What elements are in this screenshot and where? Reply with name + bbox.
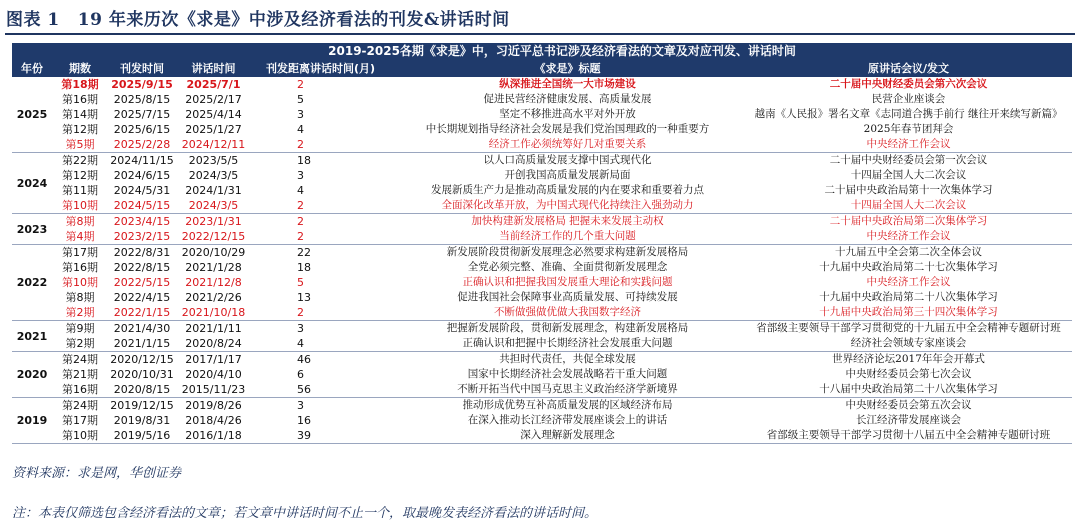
article-title-cell: 当前经济工作的几个重大问题 bbox=[390, 229, 745, 245]
col-header-pub: 刊发时间 bbox=[108, 60, 176, 77]
speech-date-cell: 2021/10/18 bbox=[176, 305, 251, 321]
gap-months-cell: 18 bbox=[297, 154, 311, 167]
table-body bbox=[12, 77, 1072, 444]
table-row bbox=[12, 137, 1072, 153]
speech-date-cell: 2021/1/11 bbox=[185, 322, 242, 335]
issue-cell: 第21期 bbox=[62, 368, 98, 381]
article-title-cell: 坚定不移推进高水平对外开放 bbox=[499, 108, 636, 120]
col-header-gap: 刊发距离讲话时间(月) bbox=[251, 60, 390, 77]
article-title-cell: 全面深化改革开放，为中国式现代化持续注入强劲动力 bbox=[390, 198, 745, 214]
issue-cell: 第4期 bbox=[52, 229, 108, 245]
table-row bbox=[12, 229, 1072, 245]
issue-cell: 第12期 bbox=[62, 169, 98, 182]
pub-date-cell: 2024/11/15 bbox=[110, 154, 174, 167]
article-title-cell: 促进民营经济健康发展、高质量发展 bbox=[483, 93, 652, 105]
col-header-title: 《求是》标题 bbox=[390, 60, 745, 77]
article-title-cell: 以人口高质量发展支撑中国式现代化 bbox=[483, 154, 652, 166]
table-row bbox=[12, 198, 1072, 214]
article-title-cell: 推动形成优势互补高质量发展的区域经济布局 bbox=[462, 399, 673, 411]
speech-date-cell: 2020/8/24 bbox=[176, 336, 251, 352]
article-title-cell: 不断开拓当代中国马克思主义政治经济学新境界 bbox=[390, 382, 745, 398]
pub-date-cell: 2025/8/15 bbox=[113, 93, 171, 106]
figure-title-text: 19 年来历次《求是》中涉及经济看法的刊发&讲话时间 bbox=[77, 9, 510, 30]
meeting-cell: 2025年春节团拜会 bbox=[863, 123, 954, 135]
table-row bbox=[12, 122, 1072, 137]
gap-months-cell: 2 bbox=[297, 215, 304, 228]
pub-date-cell: 2021/4/30 bbox=[113, 322, 171, 335]
article-title-cell: 不断做强做优做大我国数字经济 bbox=[390, 305, 745, 321]
gap-months-cell: 3 bbox=[297, 322, 304, 335]
pub-date-cell: 2019/8/31 bbox=[113, 414, 171, 427]
speech-date-cell: 2018/4/26 bbox=[185, 414, 242, 427]
issue-cell: 第2期 bbox=[52, 305, 108, 321]
gap-months-cell: 3 bbox=[297, 399, 304, 412]
article-title-cell: 促进我国社会保障事业高质量发展、可持续发展 bbox=[457, 291, 678, 303]
issue-cell: 第22期 bbox=[62, 154, 98, 167]
article-title-cell: 经济工作必须统筹好几对重要关系 bbox=[390, 137, 745, 153]
gap-months-cell: 18 bbox=[297, 261, 311, 274]
gap-months-cell: 6 bbox=[297, 368, 304, 381]
issue-cell: 第24期 bbox=[62, 353, 98, 366]
speech-date-cell: 2023/5/5 bbox=[188, 154, 239, 167]
speech-date-cell: 2020/4/10 bbox=[185, 368, 242, 381]
table-row bbox=[12, 367, 1072, 382]
meeting-cell: 十九届中央政治局第二十八次集体学习 bbox=[819, 291, 998, 303]
speech-date-cell: 2021/12/8 bbox=[185, 276, 242, 289]
gap-months-cell: 5 bbox=[297, 93, 304, 106]
pub-date-cell: 2025/7/15 bbox=[113, 108, 171, 121]
table-row bbox=[12, 336, 1072, 352]
speech-date-cell: 2025/2/17 bbox=[185, 93, 242, 106]
pub-date-cell: 2023/4/15 bbox=[113, 215, 171, 228]
speech-date-cell: 2024/3/5 bbox=[176, 198, 251, 214]
table-row bbox=[12, 107, 1072, 122]
figure-label: 图表 1 bbox=[6, 9, 60, 30]
issue-cell: 第10期 bbox=[62, 276, 98, 289]
meeting-cell: 省部级主要领导干部学习贯彻党的十九届五中全会精神专题研讨班 bbox=[756, 322, 1061, 334]
issue-cell: 第16期 bbox=[52, 382, 108, 398]
gap-months-cell: 4 bbox=[297, 123, 304, 136]
issue-cell: 第16期 bbox=[62, 93, 98, 106]
figure-title bbox=[6, 4, 510, 30]
pub-date-cell: 2021/1/15 bbox=[108, 336, 176, 352]
speech-date-cell: 2023/1/31 bbox=[185, 215, 242, 228]
issue-cell: 第16期 bbox=[62, 261, 98, 274]
issue-cell: 第5期 bbox=[52, 137, 108, 153]
table-row bbox=[12, 275, 1072, 290]
issue-cell: 第8期 bbox=[65, 291, 95, 304]
source-note: 资料来源：求是网，华创证券 bbox=[12, 466, 182, 481]
issue-cell: 第10期 bbox=[52, 198, 108, 214]
meeting-cell: 越南《人民报》署名文章《志同道合携手前行 继往开来续写新篇》 bbox=[754, 108, 1063, 120]
article-title-cell: 国家中长期经济社会发展战略若干重大问题 bbox=[467, 368, 668, 380]
speech-date-cell: 2015/11/23 bbox=[176, 382, 251, 398]
speech-date-cell: 2024/12/11 bbox=[176, 137, 251, 153]
meeting-cell: 省部级主要领导干部学习贯彻十八届五中全会精神专题研讨班 bbox=[745, 428, 1072, 444]
meeting-cell: 十九届五中全会第二次全体会议 bbox=[835, 246, 983, 258]
speech-date-cell: 2020/10/29 bbox=[181, 246, 246, 259]
col-header-year: 年份 bbox=[12, 60, 52, 77]
gap-months-cell: 22 bbox=[297, 246, 311, 259]
meeting-cell: 十九届中央政治局第三十四次集体学习 bbox=[745, 305, 1072, 321]
table-row bbox=[12, 428, 1072, 444]
speech-date-cell: 2016/1/18 bbox=[176, 428, 251, 444]
speech-date-cell: 2025/7/1 bbox=[186, 78, 241, 91]
year-cell: 2024 bbox=[12, 153, 52, 214]
year-cell: 2019 bbox=[12, 398, 52, 444]
pub-date-cell: 2019/12/15 bbox=[110, 399, 174, 412]
meeting-cell: 十八届中央政治局第二十八次集体学习 bbox=[745, 382, 1072, 398]
issue-cell: 第8期 bbox=[65, 215, 95, 228]
meeting-cell: 二十届中央政治局第十一次集体学习 bbox=[824, 184, 993, 196]
pub-date-cell: 2022/1/15 bbox=[108, 305, 176, 321]
table-row bbox=[12, 413, 1072, 428]
meeting-cell: 二十届中央政治局第二次集体学习 bbox=[829, 215, 988, 227]
gap-months-cell: 4 bbox=[251, 336, 390, 352]
article-title-cell: 新发展阶段贯彻新发展理念必然要求构建新发展格局 bbox=[446, 246, 689, 258]
speech-date-cell: 2022/12/15 bbox=[176, 229, 251, 245]
meeting-cell: 中央财经委员会第七次会议 bbox=[845, 368, 972, 380]
gap-months-cell: 2 bbox=[251, 137, 390, 153]
pub-date-cell: 2024/5/31 bbox=[113, 184, 171, 197]
col-header-meeting: 原讲话会议/发文 bbox=[745, 60, 1072, 77]
gap-months-cell: 3 bbox=[297, 169, 304, 182]
data-table-container bbox=[12, 43, 1072, 444]
article-title-cell: 全党必须完整、准确、全面贯彻新发展理念 bbox=[467, 261, 668, 273]
article-title-cell: 开创我国高质量发展新局面 bbox=[504, 169, 631, 181]
article-title-cell: 正确认识和把握我国发展重大理论和实践问题 bbox=[462, 276, 673, 288]
table-row bbox=[12, 305, 1072, 321]
issue-cell: 第14期 bbox=[62, 108, 98, 121]
data-table bbox=[12, 43, 1072, 444]
pub-date-cell: 2022/8/15 bbox=[113, 261, 171, 274]
gap-months-cell: 39 bbox=[251, 428, 390, 444]
header-year-blank bbox=[12, 43, 52, 60]
speech-date-cell: 2017/1/17 bbox=[185, 353, 242, 366]
article-title-cell: 共担时代责任，共促全球发展 bbox=[499, 353, 636, 365]
table-row bbox=[12, 168, 1072, 183]
table-row bbox=[12, 398, 1072, 414]
title-divider bbox=[5, 33, 1075, 35]
issue-cell: 第17期 bbox=[62, 414, 98, 427]
article-title-cell: 纵深推进全国统一大市场建设 bbox=[499, 78, 636, 90]
table-row bbox=[12, 352, 1072, 368]
gap-months-cell: 13 bbox=[297, 291, 311, 304]
meeting-cell: 十九届中央政治局第二十七次集体学习 bbox=[819, 261, 998, 273]
gap-months-cell: 4 bbox=[297, 184, 304, 197]
table-row bbox=[12, 290, 1072, 305]
pub-date-cell: 2020/12/15 bbox=[110, 353, 174, 366]
issue-cell: 第24期 bbox=[62, 399, 98, 412]
issue-cell: 第10期 bbox=[52, 428, 108, 444]
speech-date-cell: 2021/2/26 bbox=[185, 291, 242, 304]
col-header-speech: 讲话时间 bbox=[176, 60, 251, 77]
meeting-cell: 长江经济带发展座谈会 bbox=[856, 414, 962, 426]
meeting-cell: 二十届中央财经委员会第一次会议 bbox=[829, 154, 988, 166]
pub-date-cell: 2025/6/15 bbox=[113, 123, 171, 136]
meeting-cell: 十四届全国人大二次会议 bbox=[850, 169, 967, 181]
year-cell: 2023 bbox=[12, 214, 52, 245]
pub-date-cell: 2022/5/15 bbox=[113, 276, 171, 289]
speech-date-cell: 2021/1/28 bbox=[185, 261, 242, 274]
table-row bbox=[12, 245, 1072, 261]
article-title-cell: 在深入推动长江经济带发展座谈会上的讲话 bbox=[467, 414, 668, 426]
article-title-cell: 深入理解新发展理念 bbox=[390, 428, 745, 444]
pub-date-cell: 2022/4/15 bbox=[113, 291, 171, 304]
gap-months-cell: 16 bbox=[297, 414, 311, 427]
pub-date-cell: 2020/8/15 bbox=[108, 382, 176, 398]
gap-months-cell: 5 bbox=[297, 276, 304, 289]
speech-date-cell: 2025/4/14 bbox=[185, 108, 242, 121]
pub-date-cell: 2024/5/15 bbox=[108, 198, 176, 214]
issue-cell: 第11期 bbox=[62, 184, 98, 197]
speech-date-cell: 2025/1/27 bbox=[185, 123, 242, 136]
issue-cell: 第18期 bbox=[61, 78, 99, 91]
article-title-cell: 正确认识和把握中长期经济社会发展重大问题 bbox=[390, 336, 745, 352]
speech-date-cell: 2024/1/31 bbox=[185, 184, 242, 197]
pub-date-cell: 2024/6/15 bbox=[113, 169, 171, 182]
gap-months-cell: 46 bbox=[297, 353, 311, 366]
footnote: 注：本表仅筛选包含经济看法的文章；若文章中讲话时间不止一个，取最晚发表经济看法的讲话时间。 bbox=[12, 506, 598, 521]
meeting-cell: 民营企业座谈会 bbox=[871, 93, 946, 105]
meeting-cell: 经济社会领域专家座谈会 bbox=[745, 336, 1072, 352]
year-cell: 2020 bbox=[12, 352, 52, 398]
meeting-cell: 二十届中央财经委员会第六次会议 bbox=[829, 78, 988, 90]
year-cell: 2022 bbox=[12, 245, 52, 321]
col-header-issue: 期数 bbox=[52, 60, 108, 77]
pub-date-cell: 2025/9/15 bbox=[111, 78, 173, 91]
pub-date-cell: 2022/8/31 bbox=[113, 246, 171, 259]
table-row bbox=[12, 153, 1072, 169]
article-title-cell: 发展新质生产力是推动高质量发展的内在要求和重要着力点 bbox=[431, 184, 704, 196]
issue-cell: 第17期 bbox=[62, 246, 98, 259]
gap-months-cell: 3 bbox=[297, 108, 304, 121]
gap-months-cell: 2 bbox=[251, 198, 390, 214]
gap-months-cell: 56 bbox=[251, 382, 390, 398]
table-row bbox=[12, 382, 1072, 398]
meeting-cell: 中央经济工作会议 bbox=[866, 276, 951, 288]
table-row bbox=[12, 77, 1072, 92]
gap-months-cell: 2 bbox=[251, 229, 390, 245]
table-row bbox=[12, 183, 1072, 198]
year-cell: 2021 bbox=[12, 321, 52, 352]
meeting-cell: 十四届全国人大二次会议 bbox=[745, 198, 1072, 214]
pub-date-cell: 2019/5/16 bbox=[108, 428, 176, 444]
meeting-cell: 中央经济工作会议 bbox=[745, 137, 1072, 153]
table-row bbox=[12, 260, 1072, 275]
pub-date-cell: 2025/2/28 bbox=[108, 137, 176, 153]
year-cell: 2025 bbox=[12, 77, 52, 153]
table-row bbox=[12, 214, 1072, 230]
table-row bbox=[12, 321, 1072, 337]
article-title-cell: 把握新发展阶段，贯彻新发展理念，构建新发展格局 bbox=[446, 322, 689, 334]
issue-cell: 第12期 bbox=[62, 123, 98, 136]
meeting-cell: 中央经济工作会议 bbox=[745, 229, 1072, 245]
issue-cell: 第9期 bbox=[65, 322, 95, 335]
article-title-cell: 加快构建新发展格局 把握未来发展主动权 bbox=[471, 215, 664, 227]
span-header: 2019-2025各期《求是》中，习近平总书记涉及经济看法的文章及对应刊发、讲话时间 bbox=[52, 43, 1072, 60]
meeting-cell: 中央财经委员会第五次会议 bbox=[845, 399, 972, 411]
gap-months-cell: 2 bbox=[297, 78, 304, 91]
meeting-cell: 世界经济论坛2017年年会开幕式 bbox=[832, 353, 985, 365]
speech-date-cell: 2024/3/5 bbox=[188, 169, 239, 182]
gap-months-cell: 2 bbox=[251, 305, 390, 321]
article-title-cell: 中长期规划指导经济社会发展是我们党治国理政的一种重要方 bbox=[425, 123, 710, 135]
table-row bbox=[12, 92, 1072, 107]
pub-date-cell: 2023/2/15 bbox=[108, 229, 176, 245]
issue-cell: 第2期 bbox=[52, 336, 108, 352]
speech-date-cell: 2019/8/26 bbox=[185, 399, 242, 412]
pub-date-cell: 2020/10/31 bbox=[110, 368, 174, 381]
